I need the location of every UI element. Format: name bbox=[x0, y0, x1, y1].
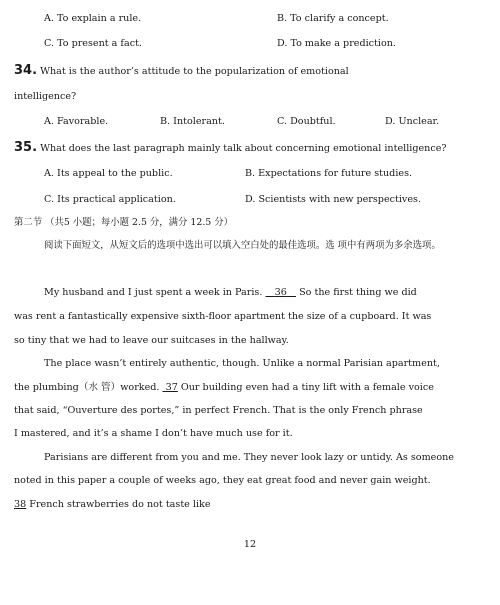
section-instruction: 阅读下面短文，从短文后的选项中选出可以填入空白处的最佳选项。选 项中有两项为多余选项。 bbox=[44, 240, 441, 251]
q35-stem bbox=[14, 142, 447, 155]
q35-stem-text: What does the last paragraph mainly talk about concerning emotional intelligence? bbox=[40, 143, 447, 154]
passage-p3-text: French strawberries do not taste like bbox=[29, 499, 211, 510]
q33-option-c: C. To present a fact. bbox=[44, 38, 142, 49]
q35-option-b: B. Expectations for future studies. bbox=[245, 168, 413, 179]
passage-p1-text-b: So the first thing we did bbox=[299, 287, 417, 298]
section-title: 第二节 （共5 小题；每小题 2.5 分，满分 12.5 分） bbox=[14, 217, 234, 228]
passage-p2-line1: The place wasn’t entirely authentic, though. Unlike a normal Parisian apartment, bbox=[44, 358, 440, 369]
q34-number: 34. bbox=[14, 63, 38, 78]
passage-p1-text-a: My husband and I just spent a week in Paris. bbox=[44, 287, 263, 298]
passage-p1-line2: was rent a fantastically expensive sixth-floor apartment the size of a cupboard. It was bbox=[14, 311, 432, 322]
q34-option-c: C. Doubtful. bbox=[277, 116, 336, 127]
q34-option-b: B. Intolerant. bbox=[160, 116, 225, 127]
passage-p3-line1: Parisians are different from you and me. They never look lazy or untidy. As someone bbox=[44, 452, 454, 463]
blank-37: 37 bbox=[165, 382, 178, 393]
q34-option-d: D. Unclear. bbox=[385, 116, 440, 127]
passage-p2-line2 bbox=[14, 382, 434, 394]
q33-option-d: D. To make a prediction. bbox=[277, 38, 396, 49]
q35-option-c: C. Its practical application. bbox=[44, 194, 176, 205]
passage-p2-text-b: Our building even had a tiny lift with a female voice bbox=[180, 382, 434, 393]
q33-option-a: A. To explain a rule. bbox=[44, 13, 142, 24]
passage-p3-line3 bbox=[14, 499, 211, 511]
page-number: 12 bbox=[243, 539, 257, 550]
q34-option-a: A. Favorable. bbox=[44, 116, 109, 127]
blank-36: 36 bbox=[274, 287, 287, 298]
q34-stem-line1: What is the author’s attitude to the popularization of emotional bbox=[40, 66, 349, 77]
q33-option-b: B. To clarify a concept. bbox=[277, 13, 389, 24]
q34-stem bbox=[14, 65, 349, 78]
passage-p1-line1 bbox=[44, 287, 417, 299]
passage-p2-line3: that said, “Ouverture des portes,” in perfect French. That is the only French phrase bbox=[14, 405, 423, 416]
q35-option-d: D. Scientists with new perspectives. bbox=[245, 194, 421, 205]
passage-p3-line2: noted in this paper a couple of weeks ago, they eat great food and never gain weight. bbox=[14, 475, 431, 486]
passage-p2-line4: I mastered, and it’s a shame I don’t have much use for it. bbox=[14, 428, 293, 439]
q35-number: 35. bbox=[14, 140, 38, 155]
blank-38: 38 bbox=[14, 499, 27, 510]
q35-option-a: A. Its appeal to the public. bbox=[44, 168, 173, 179]
passage-p2-text-a: the plumbing（水 管）worked. bbox=[14, 382, 160, 393]
passage-p1-line3: so tiny that we had to leave our suitcases in the hallway. bbox=[14, 335, 289, 346]
q34-stem-line2: intelligence? bbox=[14, 91, 77, 102]
